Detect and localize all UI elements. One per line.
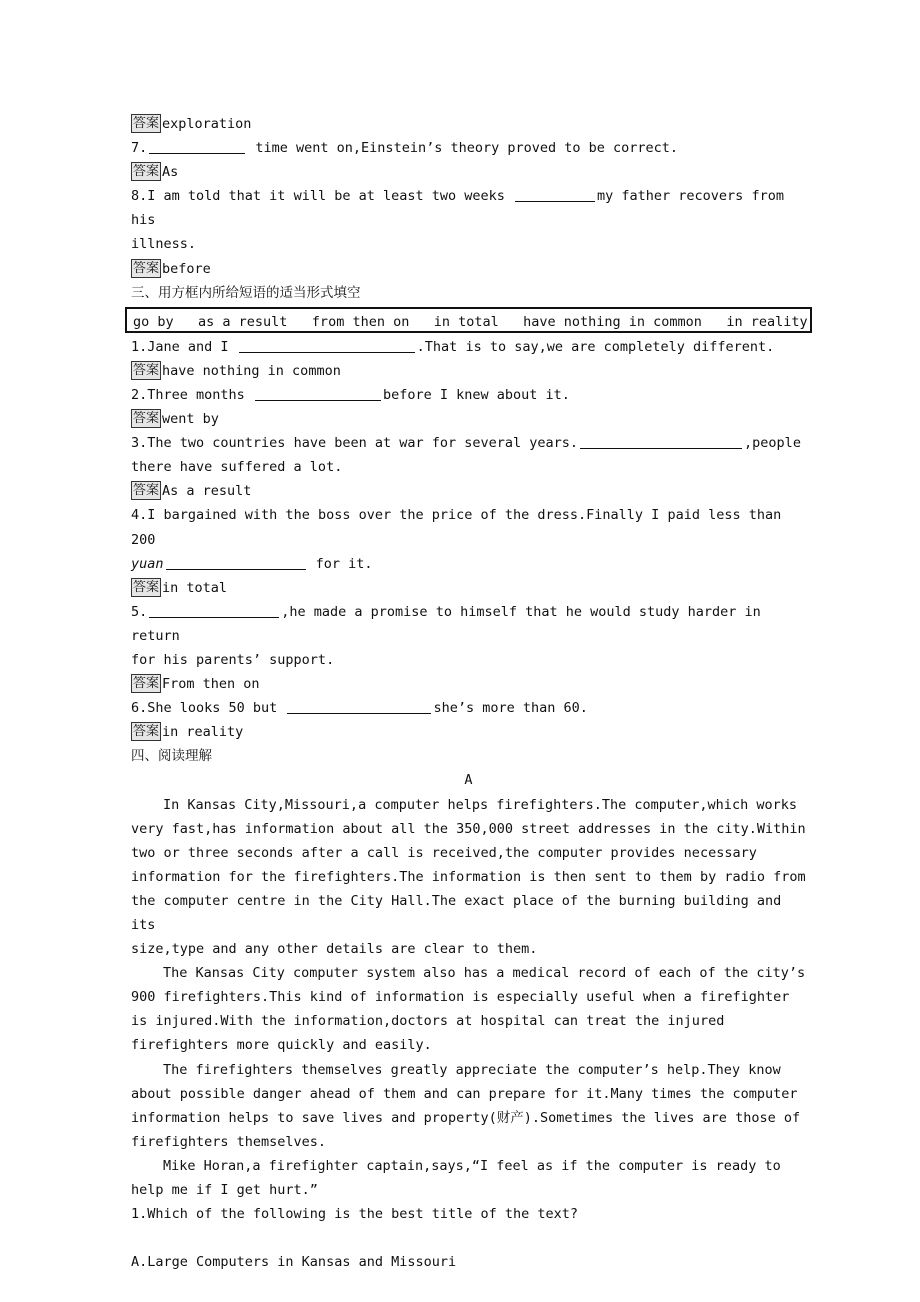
answer-text: exploration [162, 116, 252, 132]
question-number: 5. [131, 603, 148, 620]
passage-paragraph-4 [131, 1154, 806, 1202]
question-number: 3. [131, 435, 148, 452]
question-text: .That is to say,we are completely different. [416, 338, 775, 355]
passage-label: A [464, 772, 473, 789]
answer-tag: 答案 [133, 676, 160, 692]
question-text: I am told that it will be at least two weeks [147, 188, 514, 205]
answer-blank[interactable] [239, 338, 415, 353]
reading-question-1: 1.Which of the following is the best title of the text? [131, 1206, 579, 1223]
passage-paragraph-1 [131, 793, 806, 962]
answer-line-7 [131, 160, 806, 184]
answer-text: As [162, 164, 179, 181]
fill-item-6 [131, 696, 806, 720]
answer-line-p3-2 [131, 407, 806, 431]
passage-line: about possible danger ahead of them and can prepare for it.Many times the computer [131, 1085, 798, 1102]
question-number: 4. [131, 507, 148, 524]
passage-line: firefighters more quickly and easily. [131, 1037, 432, 1054]
passage-line: The firefighters themselves greatly appreciate the computer’s help.They know [163, 1061, 781, 1078]
answer-text: went by [162, 411, 219, 428]
answer-tag: 答案 [133, 116, 160, 131]
section-heading-4: 四、阅读理解 [131, 748, 212, 765]
fill-item-2 [131, 383, 806, 407]
fill-item-5 [131, 600, 806, 648]
currency-word: yuan [131, 555, 164, 572]
answer-tag: 答案 [133, 579, 160, 595]
answer-line-p3-5 [131, 672, 806, 696]
question-8 [131, 184, 806, 232]
question-text: ,people [744, 435, 801, 452]
phrase-box: go by as a result from then on in total have nothing in common in reality [125, 307, 812, 333]
question-text: she’s more than 60. [433, 700, 588, 717]
answer-text: As a result [162, 483, 252, 500]
blank-gap [131, 1226, 806, 1250]
answer-tag: 答案 [133, 164, 160, 180]
passage-line: 900 firefighters.This kind of information is especially useful when a firefighter [131, 989, 790, 1006]
passage-line: information helps to save lives and property(财产).Sometimes the lives are those of [131, 1109, 801, 1126]
answer-text: in reality [162, 724, 244, 741]
passage-line: In Kansas City,Missouri,a computer helps firefighters.The computer,which works [163, 796, 797, 813]
fill-item-5-line2: for his parents’ support. [131, 651, 335, 668]
question-text: The two countries have been at war for several years. [147, 435, 579, 452]
question-number: 1. [131, 338, 148, 355]
answer-blank[interactable] [149, 139, 245, 154]
answer-blank[interactable] [149, 603, 279, 618]
question-text: ,he made a promise to himself that he would study harder in return [131, 603, 769, 644]
question-7 [131, 136, 806, 160]
fill-item-3-line2: there have suffered a lot. [131, 459, 343, 476]
passage-line: the computer centre in the City Hall.The exact place of the burning building and its [131, 892, 790, 933]
answer-text: in total [162, 579, 228, 596]
question-text: my father recovers from his [131, 188, 793, 229]
answer-line-p3-3 [131, 479, 806, 503]
answer-line-p3-4 [131, 576, 806, 600]
passage-line: two or three seconds after a call is received,the computer provides necessary [131, 844, 757, 861]
answer-line-p3-6 [131, 720, 806, 744]
question-text: Three months [147, 386, 253, 403]
question-8-line2: illness. [131, 236, 197, 253]
fill-item-4 [131, 503, 806, 551]
answer-tag: 答案 [133, 483, 160, 499]
answer-line-6 [131, 112, 806, 136]
question-text: She looks 50 but [147, 700, 286, 717]
passage-line: is injured.With the information,doctors at hospital can treat the injured [131, 1013, 725, 1030]
fill-item-4-line2 [131, 552, 806, 576]
passage-line: very fast,has information about all the 350,000 street addresses in the city.Within [131, 820, 806, 837]
answer-line-p3-1 [131, 359, 806, 383]
answer-tag: 答案 [133, 411, 160, 427]
worksheet-page [131, 112, 806, 1274]
fill-item-3 [131, 431, 806, 455]
answer-line-8 [131, 257, 806, 281]
answer-tag: 答案 [133, 260, 160, 276]
answer-text: From then on [162, 676, 260, 693]
answer-tag: 答案 [133, 362, 160, 378]
answer-tag: 答案 [133, 724, 160, 740]
answer-text: have nothing in common [162, 362, 341, 379]
passage-line: Mike Horan,a firefighter captain,says,“I feel as if the computer is ready to [163, 1157, 781, 1174]
passage-line: firefighters themselves. [131, 1133, 327, 1150]
question-text: before I knew about it. [382, 386, 570, 403]
passage-line: size,type and any other details are clear to them. [131, 941, 538, 958]
question-text: Jane and I [147, 338, 237, 355]
section-heading-3: 三、用方框内所给短语的适当形式填空 [131, 284, 361, 301]
answer-blank[interactable] [580, 434, 742, 449]
fill-item-1 [131, 335, 806, 359]
passage-paragraph-2 [131, 961, 806, 1057]
question-text: I bargained with the boss over the price of the dress.Finally I paid less than 200 [131, 507, 790, 548]
answer-text: before [162, 260, 211, 277]
answer-blank[interactable] [287, 699, 431, 714]
answer-blank[interactable] [515, 187, 595, 202]
passage-paragraph-3 [131, 1058, 806, 1154]
question-number: 6. [131, 700, 148, 717]
question-number: 7. [131, 140, 148, 157]
passage-line: The Kansas City computer system also has a medical record of each of the city’s [163, 965, 806, 982]
question-text: time went on,Einstein’s theory proved to be correct. [247, 140, 679, 157]
question-number: 2. [131, 386, 148, 403]
answer-blank[interactable] [255, 386, 381, 401]
passage-line: information for the firefighters.The information is then sent to them by radio from [131, 868, 806, 885]
question-text: for it. [307, 555, 373, 572]
passage-line: help me if I get hurt.” [131, 1182, 318, 1199]
option-a[interactable]: A.Large Computers in Kansas and Missouri [131, 1254, 457, 1271]
question-number: 8. [131, 188, 148, 205]
answer-blank[interactable] [166, 555, 306, 570]
